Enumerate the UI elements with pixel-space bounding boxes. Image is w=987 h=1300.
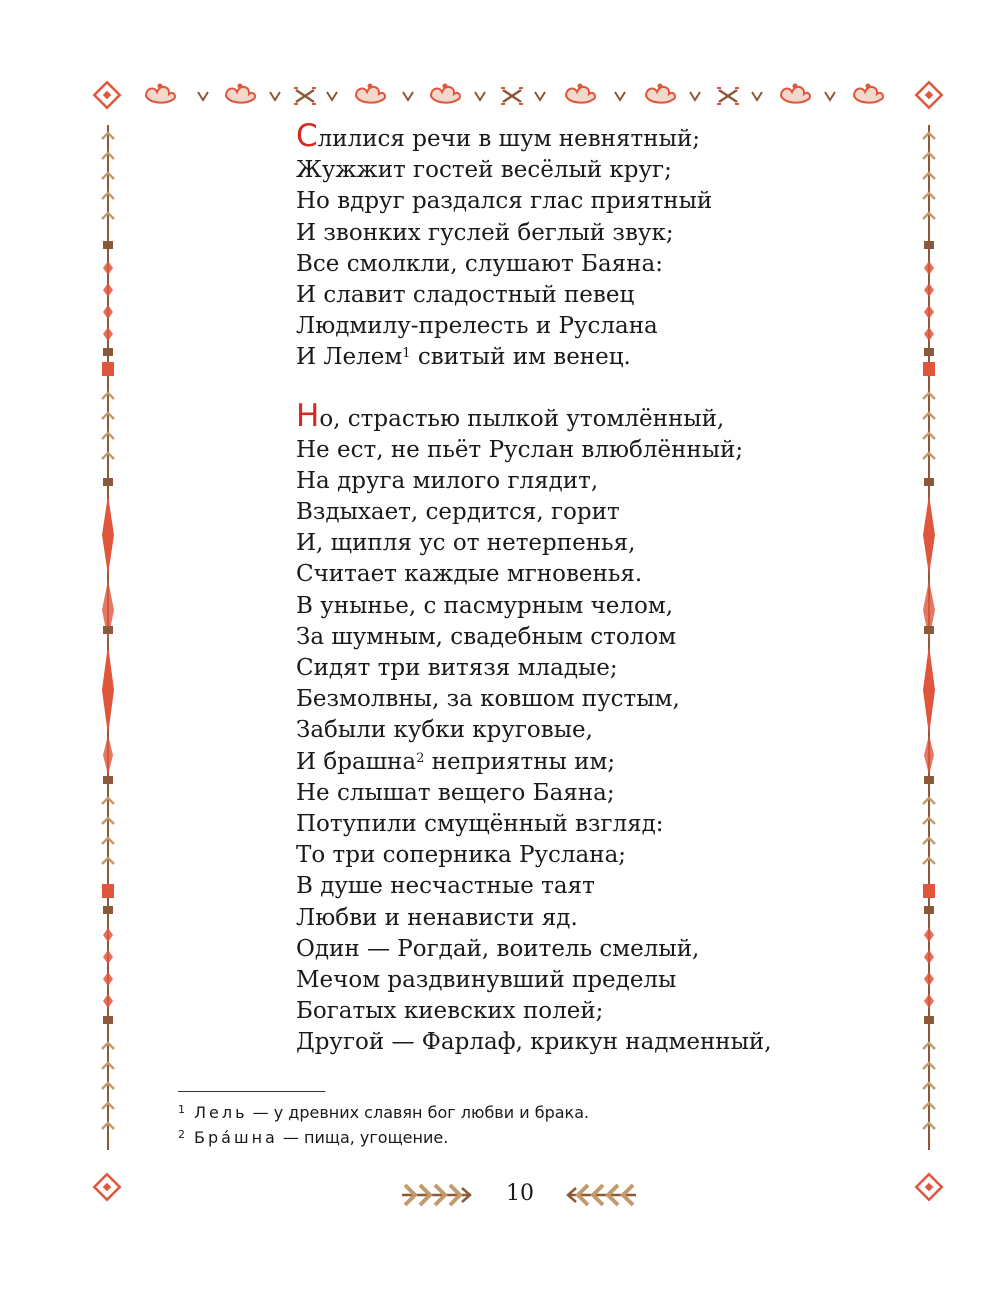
footnote-term: Лель (194, 1103, 248, 1122)
footnote-mark: 1 (178, 1103, 185, 1116)
verse-line: Людмилу-прелесть и Руслана (296, 313, 658, 340)
verse-line: Любви и ненависти яд. (296, 904, 578, 931)
footnote-text: — пища, угощение. (277, 1128, 449, 1147)
verse-line: И звонких гуслей беглый звук; (296, 219, 674, 246)
footnote-divider (178, 1091, 325, 1092)
verse-line: И славит сладостный певец (296, 281, 635, 308)
drop-initial: С (296, 118, 318, 154)
right-ornament-band (923, 125, 935, 1150)
stanza-1 (296, 118, 856, 374)
verse-line: Забыли кубки круговые, (296, 717, 593, 744)
verse-line: Другой — Фарлаф, крикун надменный, (296, 1029, 772, 1056)
verse-line: Богатых киевских полей; (296, 998, 604, 1025)
footnote-ref-2[interactable]: 2 (416, 750, 425, 766)
page-number-right-arrow (568, 1185, 636, 1205)
verse-line: И Лелем$^1$ свитый им венец. (296, 344, 631, 371)
verse-line: Но вдруг раздался глас приятный (296, 188, 713, 215)
verse-line: Все смолкли, слушают Баяна: (296, 250, 663, 277)
verse-line: Вздыхает, сердится, горит (296, 499, 620, 526)
verse-line: Не слышат вещего Баяна; (296, 779, 615, 806)
footnote-2 (178, 1128, 448, 1147)
footnote-ref-1[interactable]: 1 (402, 346, 411, 362)
verse-line: Считает каждые мгновенья. (296, 561, 643, 588)
verse-line: И, щипля ус от нетерпенья, (296, 530, 636, 557)
verse-line: Жужжит гостей весёлый круг; (296, 157, 672, 184)
verse-line: Слилися речи в шум невнятный; (296, 118, 700, 154)
verse-line: В унынье, с пасмурным челом, (296, 592, 674, 619)
verse-line: В душе несчастные таят (296, 873, 595, 900)
stanza-2 (296, 397, 856, 1059)
verse-line: За шумным, свадебным столом (296, 623, 677, 650)
left-ornament-band (102, 125, 114, 1150)
page-number-left-arrow (402, 1185, 470, 1205)
verse-line: Сидят три витязя младые; (296, 655, 618, 681)
footnote-text: — у древних славян бог любви и брака. (247, 1103, 590, 1122)
footnote-1 (178, 1103, 589, 1122)
verse-line: На друга милого глядит, (296, 467, 599, 494)
poem-text (296, 118, 856, 1058)
verse-line: Потупили смущённый взгляд: (296, 810, 664, 837)
verse-line: Но, страстью пылкой утомлённый, (296, 397, 725, 434)
footnote-mark: 2 (178, 1128, 185, 1141)
drop-initial: Н (296, 397, 320, 434)
page-number: 10 (506, 1181, 534, 1206)
verse-line: Мечом раздвинувший пределы (296, 966, 677, 993)
top-ornament-band (146, 84, 883, 105)
verse-line: Один — Рогдай, воитель смелый, (296, 935, 700, 962)
verse-line: Безмолвны, за ковшом пустым, (296, 686, 680, 713)
verse-line: Не ест, не пьёт Руслан влюблённый; (296, 436, 744, 463)
footnote-term: Бра́шна (194, 1128, 278, 1147)
verse-line: И брашна$^2$ неприятны им; (296, 748, 616, 775)
verse-line: То три соперника Руслана; (296, 842, 627, 869)
